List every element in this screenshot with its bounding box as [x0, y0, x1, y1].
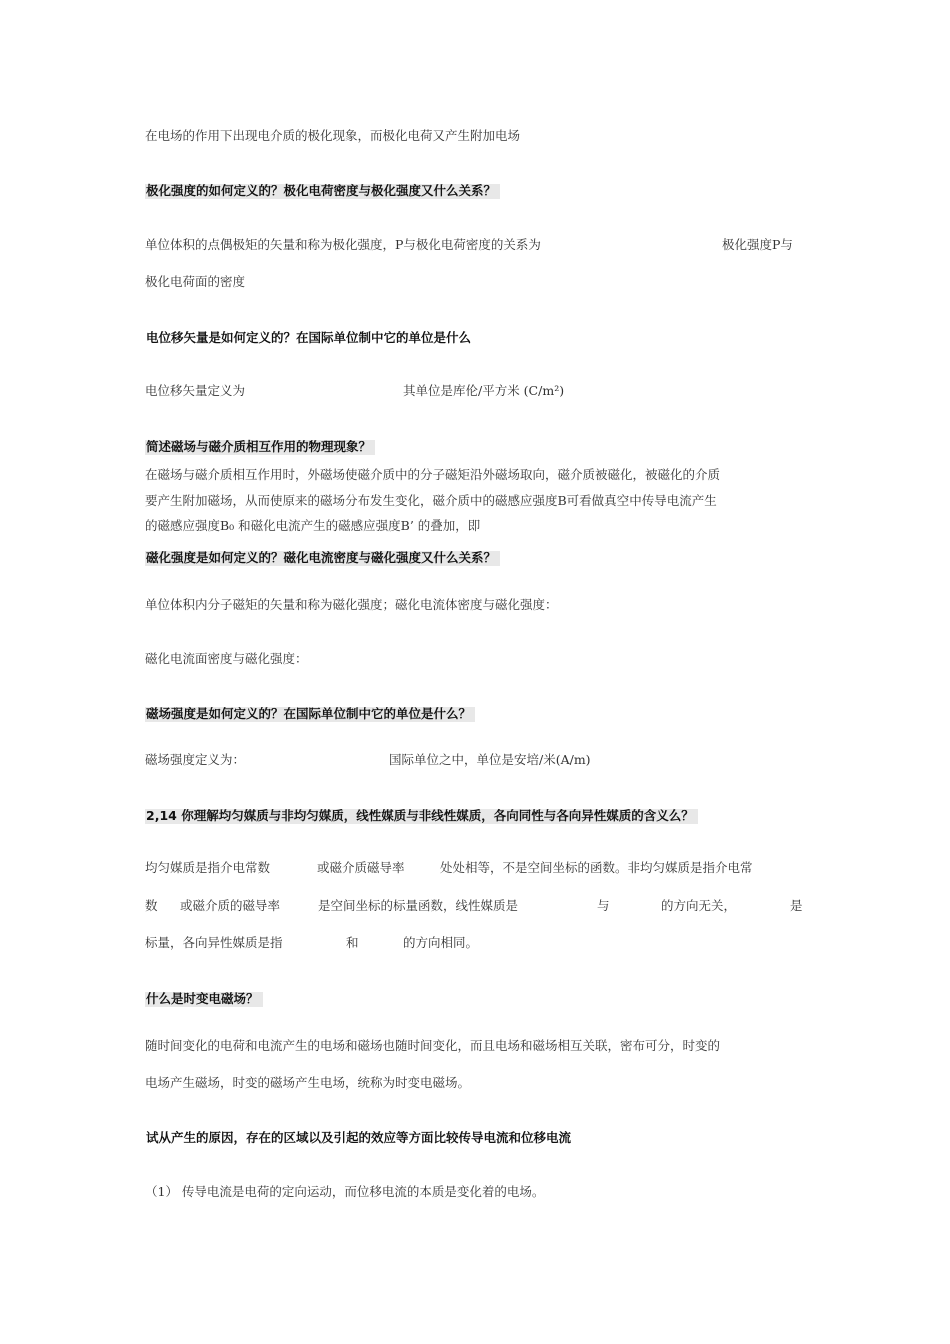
- paragraph-time-varying-line2: 电场产生磁场，时变的磁场产生电场，统称为时变电磁场。: [145, 1075, 471, 1090]
- heading-conduction-vs-displacement: 试从产生的原因，存在的区域以及引起的效应等方面比较传导电流和位移电流: [146, 1130, 572, 1145]
- paragraph-media-line1-part2: 或磁介质磁导率: [317, 860, 405, 875]
- heading-magnetization-definition: 磁化强度是如何定义的？磁化电流密度与磁化强度又什么关系？: [145, 551, 500, 566]
- paragraph-media-line3-part2: 和: [346, 935, 359, 950]
- paragraph-media-line2-part4: 与: [597, 898, 610, 913]
- paragraph-media-line2-part6: 是: [790, 898, 803, 913]
- paragraph-field-intensity-definition: 磁场强度定义为：: [145, 752, 246, 767]
- paragraph-magnetization-line1: 在磁场与磁介质相互作用时，外磁场使磁介质中的分子磁矩沿外磁场取向，磁介质被磁化，被磁化的介质: [145, 467, 721, 482]
- paragraph-polarization-relation-tail: 极化强度P与: [722, 237, 793, 252]
- paragraph-field-intensity-unit: 国际单位之中，单位是安培/米(A/m): [389, 752, 591, 767]
- heading-magnetic-medium-interaction: 简述磁场与磁介质相互作用的物理现象？: [145, 440, 375, 455]
- paragraph-polarization-intro: 在电场的作用下出现电介质的极化现象，而极化电荷又产生附加电场: [145, 128, 521, 143]
- heading-time-varying-field: 什么是时变电磁场？: [145, 992, 263, 1007]
- paragraph-media-line2-part3: 是空间坐标的标量函数，线性媒质是: [318, 898, 519, 913]
- paragraph-polarization-relation: 单位体积的点偶极矩的矢量和称为极化强度，P与极化电荷密度的关系为: [145, 237, 541, 252]
- paragraph-magnetization-volume-current: 单位体积内分子磁矩的矢量和称为磁化强度；磁化电流体密度与磁化强度：: [145, 597, 558, 612]
- heading-displacement-vector: 电位移矢量是如何定义的？在国际单位制中它的单位是什么: [146, 330, 472, 345]
- heading-magnetic-field-intensity: 磁场强度是如何定义的？在国际单位制中它的单位是什么？: [145, 707, 475, 722]
- paragraph-media-line2-part2: 或磁介质的磁导率: [180, 898, 281, 913]
- paragraph-polarization-surface: 极化电荷面的密度: [145, 274, 246, 289]
- paragraph-media-line3-part1: 标量，各向异性媒质是指: [145, 935, 283, 950]
- paragraph-media-line2-part1: 数: [145, 898, 158, 913]
- paragraph-media-line1-part3: 处处相等，不是空间坐标的函数。非均匀媒质是指介电常: [440, 860, 753, 875]
- heading-media-types: 2,14 你理解均匀媒质与非均匀媒质，线性媒质与非线性媒质，各向同性与各向异性媒质的含义么？: [145, 809, 698, 824]
- paragraph-media-line1-part1: 均匀媒质是指介电常数: [145, 860, 271, 875]
- paragraph-media-line3-part3: 的方向相同。: [403, 935, 479, 950]
- paragraph-conduction-current-point1: （1） 传导电流是电荷的定向运动，而位移电流的本质是变化着的电场。: [145, 1184, 545, 1199]
- paragraph-displacement-definition: 电位移矢量定义为: [145, 383, 246, 398]
- paragraph-magnetization-line2: 要产生附加磁场，从而使原来的磁场分布发生变化，磁介质中的磁感应强度B可看做真空中传导电流产生: [145, 493, 717, 508]
- paragraph-magnetization-surface-current: 磁化电流面密度与磁化强度：: [145, 651, 308, 666]
- paragraph-displacement-unit: 其单位是库伦/平方米 (C/m²): [403, 383, 565, 398]
- heading-polarization-definition: 极化强度的如何定义的？极化电荷密度与极化强度又什么关系？: [145, 184, 500, 199]
- paragraph-time-varying-line1: 随时间变化的电荷和电流产生的电场和磁场也随时间变化，而且电场和磁场相互关联，密布可分，时变的: [145, 1038, 721, 1053]
- paragraph-magnetization-line3: 的磁感应强度B₀ 和磁化电流产生的磁感应强度B’ 的叠加，即: [145, 518, 481, 533]
- paragraph-media-line2-part5: 的方向无关，: [661, 898, 737, 913]
